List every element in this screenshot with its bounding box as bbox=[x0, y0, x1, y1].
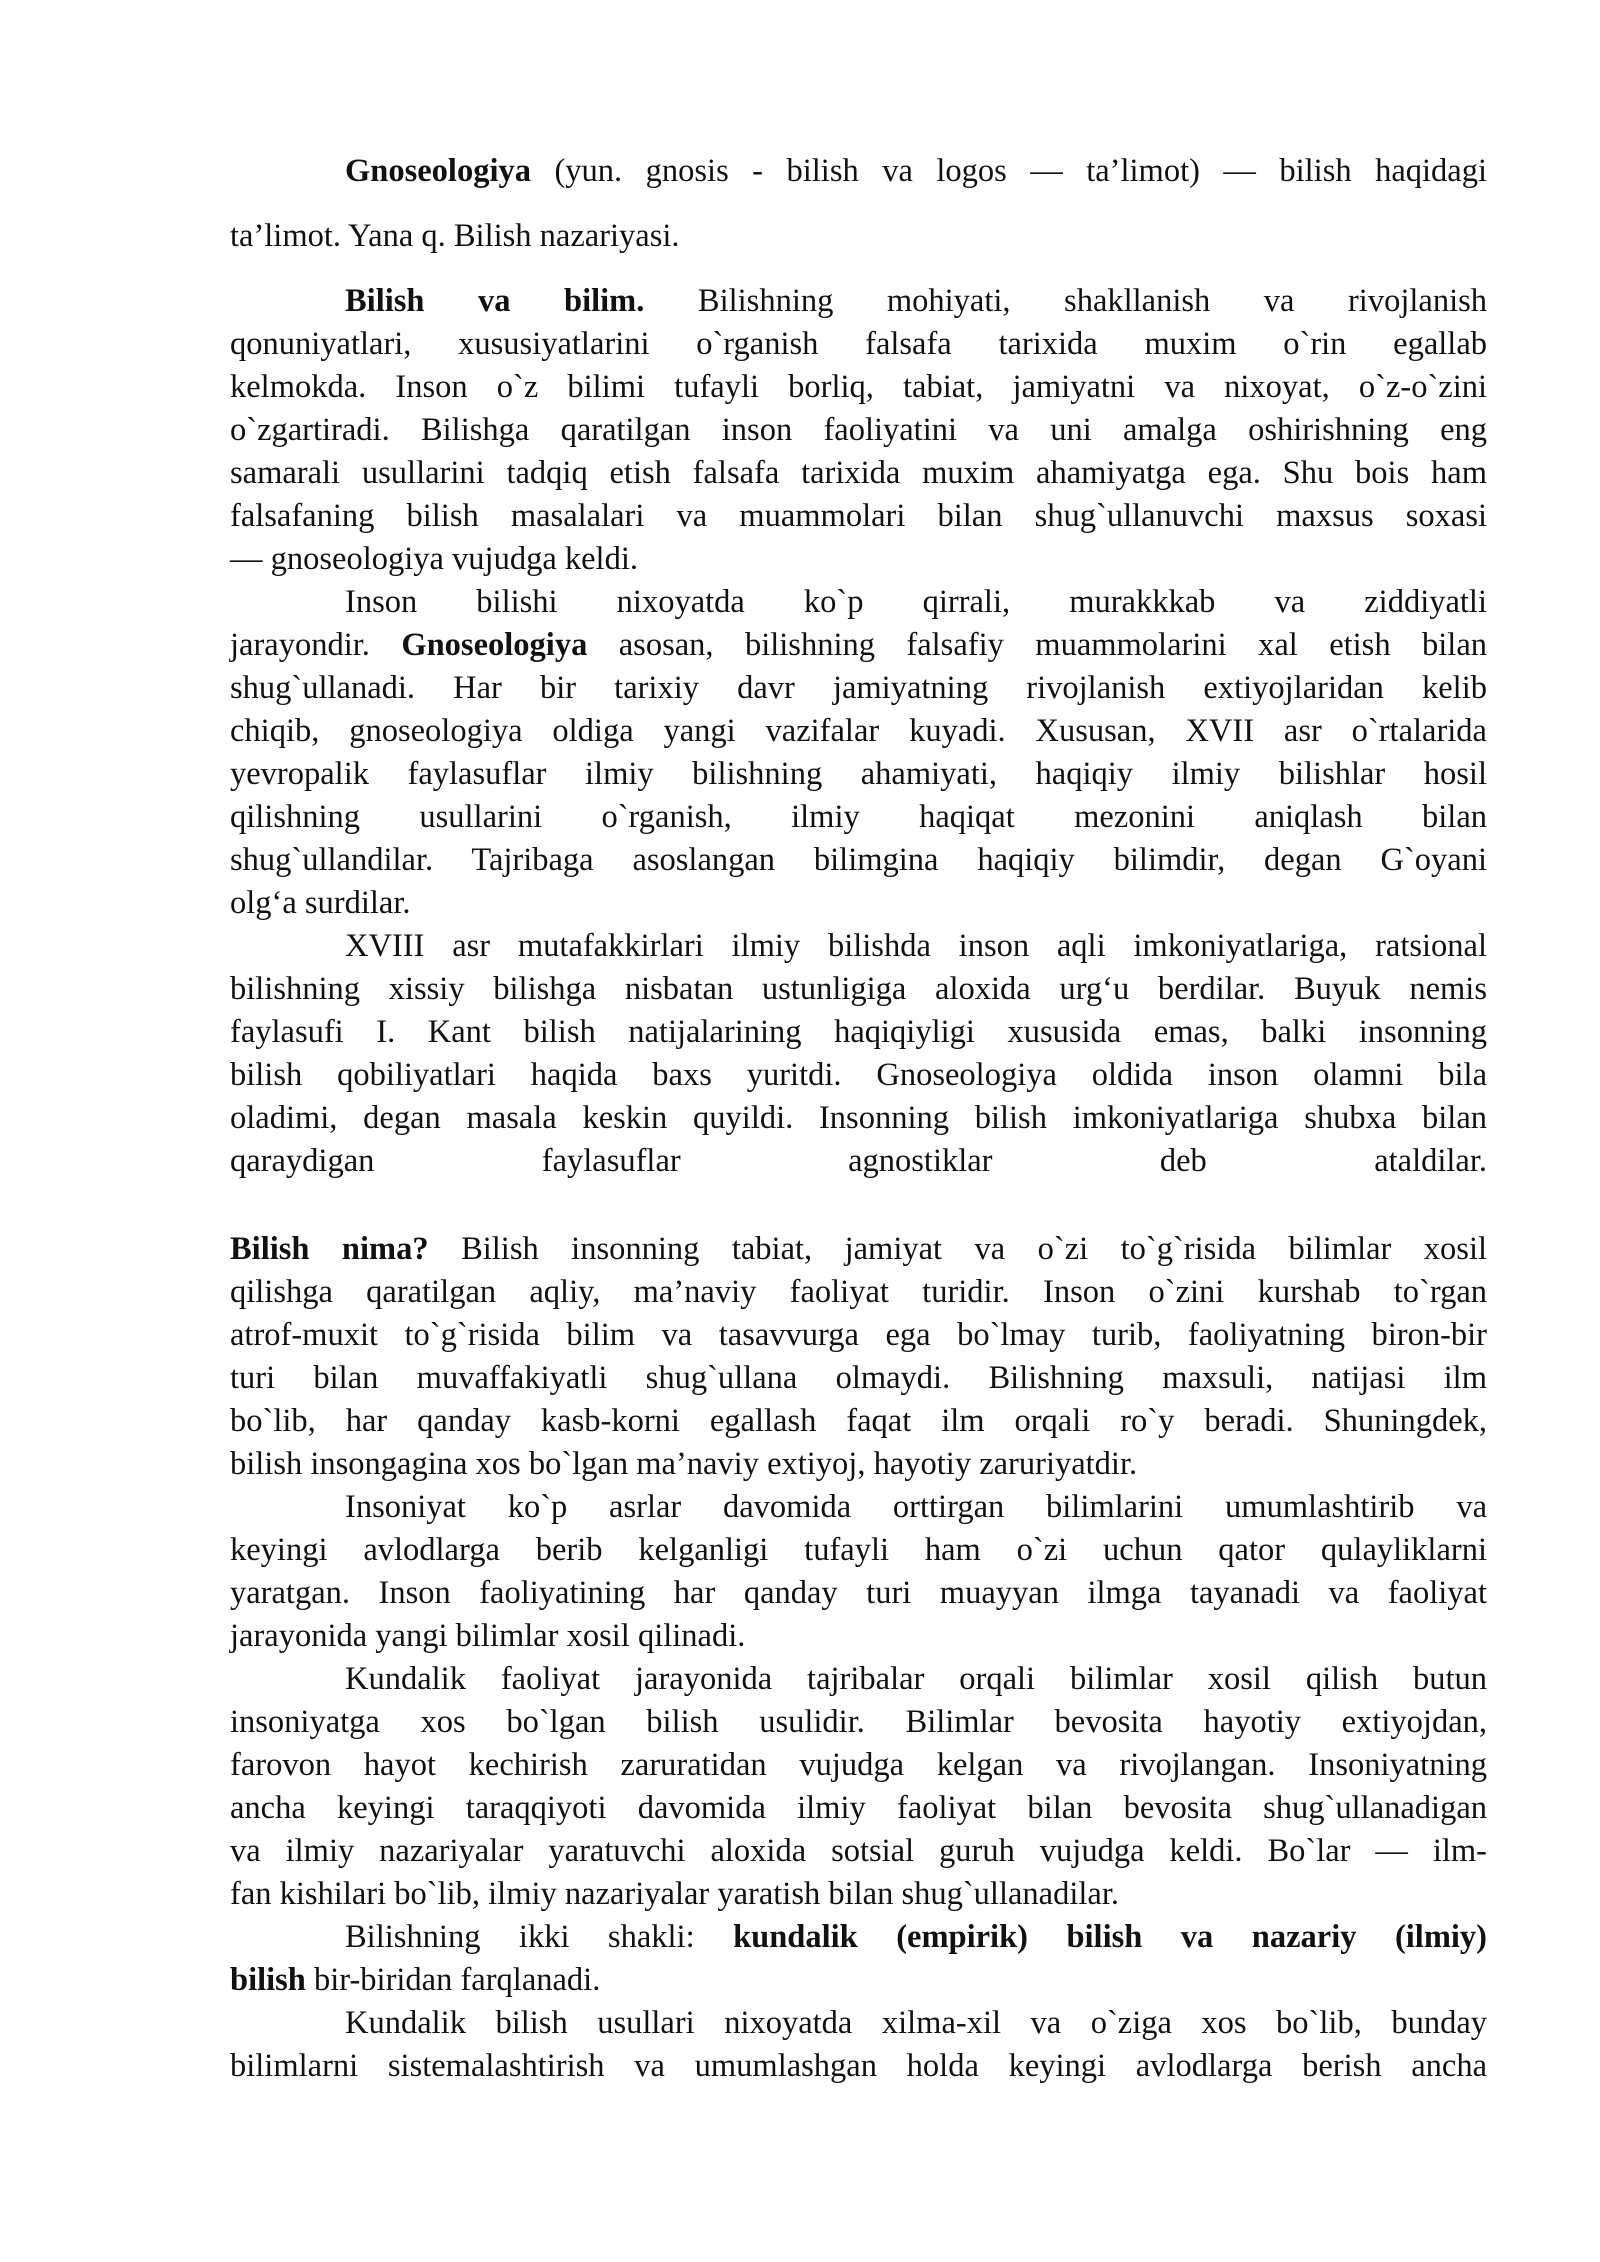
text-line: fan kishilari bo`lib, ilmiy nazariyalar yaratish bilan shug`ullanadilar. bbox=[230, 1876, 1119, 1912]
text-line: yevropalik faylasuflar ilmiy bilishning ahamiyati, haqiqiy ilmiy bilishlar hosil bbox=[230, 756, 1487, 792]
text-line: qonuniyatlari, xususiyatlarini o`rganish falsafa tarixida muxim o`rin egallab bbox=[230, 326, 1487, 362]
text-line: turi bilan muvaffakiyatli shug`ullana olmaydi. Bilishning maxsuli, natijasi ilm bbox=[230, 1360, 1487, 1396]
text-line: faylasufi I. Kant bilish natijalarining haqiqiyligi xususida emas, balki insonning bbox=[230, 1014, 1487, 1050]
text-line: o`zgartiradi. Bilishga qaratilgan inson faoliyatini va uni amalga oshirishning eng bbox=[230, 412, 1487, 448]
text-line: bilishning xissiy bilishga nisbatan ustunligiga aloxida urg‘u berdilar. Buyuk nemis bbox=[230, 971, 1487, 1007]
text-line: bilish qobiliyatlari haqida baxs yuritdi. Gnoseologiya oldida inson olamni bila bbox=[230, 1057, 1487, 1093]
text-line: Gnoseologiya (yun. gnosis - bilish va logos — ta’limot) — bilish haqidagi bbox=[345, 153, 1487, 189]
text-line: atrof-muxit to`g`risida bilim va tasavvurga ega bo`lmay turib, faoliyatning biron-bir bbox=[230, 1317, 1487, 1353]
text-line: olg‘a surdilar. bbox=[230, 885, 411, 921]
text-line: Kundalik faoliyat jarayonida tajribalar orqali bilimlar xosil qilish butun bbox=[345, 1661, 1487, 1697]
text-line: jarayondir. Gnoseologiya asosan, bilishning falsafiy muammolarini xal etish bilan bbox=[230, 627, 1487, 663]
text-line: Kundalik bilish usullari nixoyatda xilma-xil va o`ziga xos bo`lib, bunday bbox=[345, 2005, 1487, 2041]
text-line: bilish bir-biridan farqlanadi. bbox=[230, 1962, 601, 1998]
text-line: oladimi, degan masala keskin quyildi. Insonning bilish imkoniyatlariga shubxa bilan bbox=[230, 1100, 1487, 1136]
text-line: shug`ullandilar. Tajribaga asoslangan bilimgina haqiqiy bilimdir, degan G`oyani bbox=[230, 842, 1487, 878]
text-line: — gnoseologiya vujudga keldi. bbox=[230, 541, 638, 577]
text-line: ta’limot. Yana q. Bilish nazariyasi. bbox=[230, 218, 680, 254]
text-line: qilishning usullarini o`rganish, ilmiy haqiqat mezonini aniqlash bilan bbox=[230, 799, 1487, 835]
text-line: XVIII asr mutafakkirlari ilmiy bilishda inson aqli imkoniyatlariga, ratsional bbox=[345, 928, 1487, 964]
text-line: Bilish nima? Bilish insonning tabiat, jamiyat va o`zi to`g`risida bilimlar xosil bbox=[230, 1231, 1487, 1267]
text-line: qilishga qaratilgan aqliy, ma’naviy faoliyat turidir. Inson o`zini kurshab to`rgan bbox=[230, 1274, 1487, 1310]
text-line: shug`ullanadi. Har bir tarixiy davr jamiyatning rivojlanish extiyojlaridan kelib bbox=[230, 670, 1487, 706]
text-line: kelmokda. Inson o`z bilimi tufayli borliq, tabiat, jamiyatni va nixoyat, o`z-o`zini bbox=[230, 369, 1487, 405]
text-line: qaraydigan faylasuflar agnostiklar deb ataldilar. bbox=[230, 1143, 1487, 1179]
text-line: bo`lib, har qanday kasb-korni egallash faqat ilm orqali ro`y beradi. Shuningdek, bbox=[230, 1403, 1487, 1439]
text-line: Insoniyat ko`p asrlar davomida orttirgan bilimlarini umumlashtirib va bbox=[345, 1489, 1487, 1525]
text-line: chiqib, gnoseologiya oldiga yangi vazifalar kuyadi. Xususan, XVII asr o`rtalarida bbox=[230, 713, 1487, 749]
text-line: Bilish va bilim. Bilishning mohiyati, shakllanish va rivojlanish bbox=[345, 283, 1487, 319]
text-line: falsafaning bilish masalalari va muammolari bilan shug`ullanuvchi maxsus soxasi bbox=[230, 498, 1487, 534]
text-line: yaratgan. Inson faoliyatining har qanday turi muayyan ilmga tayanadi va faoliyat bbox=[230, 1575, 1487, 1611]
text-line: farovon hayot kechirish zaruratidan vujudga kelgan va rivojlangan. Insoniyatning bbox=[230, 1747, 1487, 1783]
text-line: insoniyatga xos bo`lgan bilish usulidir. Bilimlar bevosita hayotiy extiyojdan, bbox=[230, 1704, 1487, 1740]
text-line: jarayonida yangi bilimlar xosil qilinadi. bbox=[230, 1618, 746, 1654]
text-line: keyingi avlodlarga berib kelganligi tufayli ham o`zi uchun qator qulayliklarni bbox=[230, 1532, 1487, 1568]
text-line: Inson bilishi nixoyatda ko`p qirrali, murakkkab va ziddiyatli bbox=[345, 584, 1487, 620]
text-line: samarali usullarini tadqiq etish falsafa tarixida muxim ahamiyatga ega. Shu bois ham bbox=[230, 455, 1487, 491]
text-line: va ilmiy nazariyalar yaratuvchi aloxida sotsial guruh vujudga keldi. Bo`lar — ilm- bbox=[230, 1833, 1487, 1869]
text-line: bilish insongagina xos bo`lgan ma’naviy extiyoj, hayotiy zaruriyatdir. bbox=[230, 1446, 1138, 1482]
text-line: bilimlarni sistemalashtirish va umumlashgan holda keyingi avlodlarga berish ancha bbox=[230, 2048, 1487, 2084]
text-line: Bilishning ikki shakli: kundalik (empirik) bilish va nazariy (ilmiy) bbox=[345, 1919, 1487, 1955]
text-line: ancha keyingi taraqqiyoti davomida ilmiy faoliyat bilan bevosita shug`ullanadigan bbox=[230, 1790, 1487, 1826]
